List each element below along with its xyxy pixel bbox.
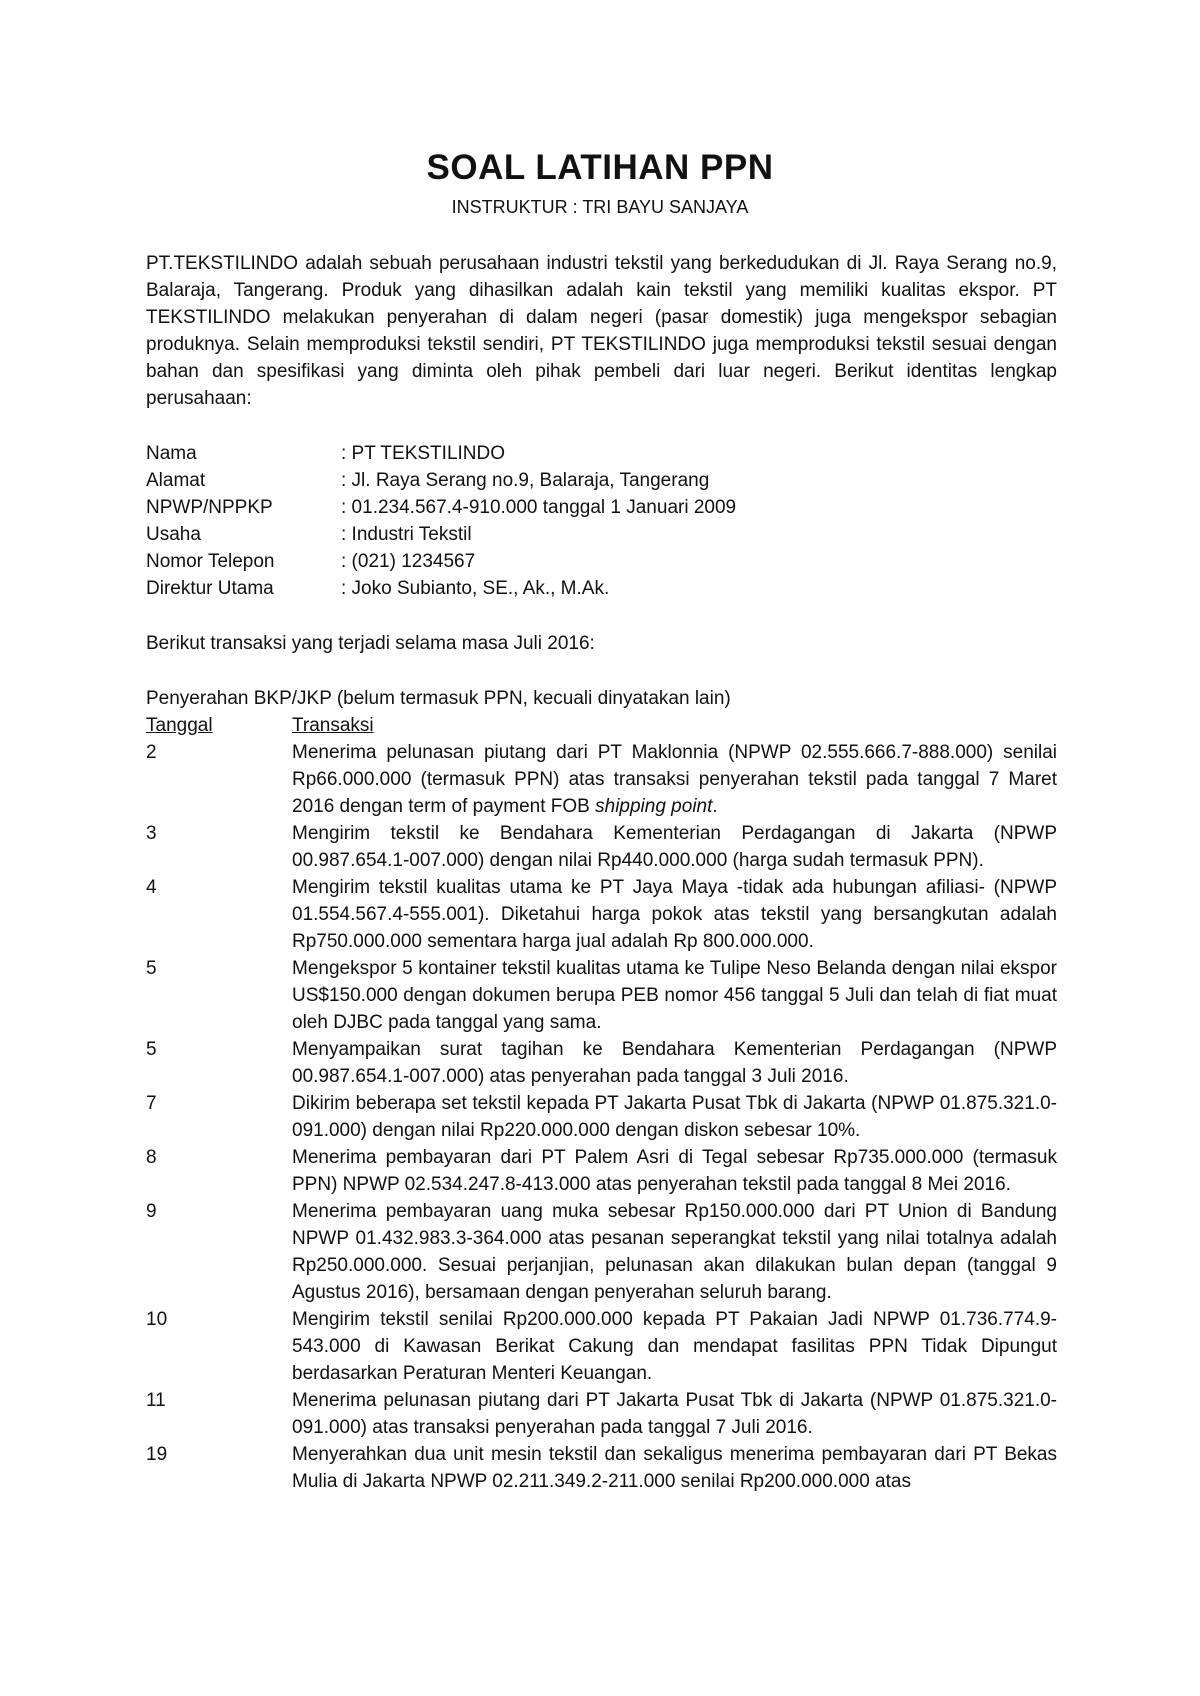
identity-label: Alamat [146,470,206,491]
transaction-row [146,1090,1057,1144]
transaction-text [292,955,1057,1036]
date-column-header: Tanggal [146,715,213,736]
transaction-row [146,955,1057,1036]
transaction-description: Menerima pelunasan piutang dari PT Maklonnia (NPWP 02.555.666.7-888.000) senilai Rp66.000.000 (termasuk PPN) atas transaksi penyerahan tekstil pada tanggal 7 Maret 2016 dengan term of payment FOB [292,742,1057,817]
transaction-date: 11 [146,1390,166,1411]
section-title: Penyerahan BKP/JKP (belum termasuk PPN, kecuali dinyatakan lain) [146,688,731,709]
transaction-text [292,1036,1057,1090]
identity-value: : (021) 1234567 [341,551,476,572]
identity-value: : Industri Tekstil [341,524,472,545]
transaction-description: Mengirim tekstil ke Bendahara Kementerian Perdagangan di Jakarta (NPWP 00.987.654.1-007.000) dengan nilai Rp440.000.000 (harga sudah termasuk PPN). [292,823,1057,871]
transaction-row [146,820,1057,874]
identity-value: : 01.234.567.4-910.000 tanggal 1 Januari 2009 [341,497,737,518]
identity-row [146,575,1057,602]
transaction-description: Menyampaikan surat tagihan ke Bendahara Kementerian Perdagangan (NPWP 00.987.654.1-007.000) atas penyerahan pada tanggal 3 Juli 2016. [292,1039,1057,1087]
transaction-description: Mengekspor 5 kontainer tekstil kualitas utama ke Tulipe Neso Belanda dengan nilai ekspor US$150.000 dengan dokumen berupa PEB nomor 456 tanggal 5 Juli dan telah di fiat muat oleh DJBC pada tanggal yang sama. [292,958,1057,1033]
transaction-date: 5 [146,958,157,979]
transaction-column-header: Transaksi [292,715,374,736]
transaction-date: 7 [146,1093,157,1114]
transaction-row [146,739,1057,820]
transactions-intro: Berikut transaksi yang terjadi selama masa Juli 2016: [146,633,595,654]
transaction-description: Menyerahkan dua unit mesin tekstil dan sekaligus menerima pembayaran dari PT Bekas Mulia di Jakarta NPWP 02.211.349.2-211.000 senilai Rp200.000.000 atas [292,1444,1057,1492]
transaction-description: Dikirim beberapa set tekstil kepada PT Jakarta Pusat Tbk di Jakarta (NPWP 01.875.321.0-091.000) dengan nilai Rp220.000.000 dengan diskon sebesar 10%. [292,1093,1057,1141]
identity-value: : Joko Subianto, SE., Ak., M.Ak. [341,578,610,599]
transaction-text [292,1306,1057,1387]
identity-value: : PT TEKSTILINDO [341,443,506,464]
transaction-date: 19 [146,1444,168,1465]
transaction-row [146,1198,1057,1306]
transaction-description: Menerima pembayaran dari PT Palem Asri di Tegal sebesar Rp735.000.000 (termasuk PPN) NPWP 02.534.247.8-413.000 atas penyerahan tekstil pada tanggal 8 Mei 2016. [292,1147,1057,1195]
intro-paragraph: PT.TEKSTILINDO adalah sebuah perusahaan industri tekstil yang berkedudukan di Jl. Raya Serang no.9, Balaraja, Tangerang. Produk yang dihasilkan adalah kain tekstil yang memiliki kualitas ekspor. PT TEKSTILINDO melakukan penyerahan di dalam negeri (pasar domestik) juga mengekspor sebagian produknya. Selain memproduksi tekstil sendiri, PT TEKSTILINDO juga memproduksi tekstil sesuai dengan bahan dan spesifikasi yang diminta oleh pihak pembeli dari luar negeri. Berikut identitas lengkap perusahaan: [146,253,1057,409]
transaction-row [146,1441,1057,1495]
identity-row [146,521,1057,548]
identity-label: Direktur Utama [146,578,274,599]
transaction-date: 9 [146,1201,157,1222]
instructor-line: INSTRUKTUR : TRI BAYU SANJAYA [451,197,749,217]
transaction-date: 4 [146,877,157,898]
transaction-text [292,1387,1057,1441]
identity-label: Nama [146,443,197,464]
identity-label: Nomor Telepon [146,551,275,572]
transaction-date: 3 [146,823,157,844]
transaction-row [146,1144,1057,1198]
company-identity [146,440,1057,602]
transaction-date: 10 [146,1309,168,1330]
transaction-date: 8 [146,1147,157,1168]
transaction-description: Menerima pembayaran uang muka sebesar Rp150.000.000 dari PT Union di Bandung NPWP 01.432.983.3-364.000 atas pesanan seperangkat tekstil yang nilai totalnya adalah Rp250.000.000. Sesuai perjanjian, pelunasan akan dilakukan bulan depan (tanggal 9 Agustus 2016), bersamaan dengan penyerahan seluruh barang. [292,1201,1057,1303]
transaction-emphasis: shipping point [595,796,713,817]
transaction-text [292,1144,1057,1198]
transaction-date: 2 [146,742,157,763]
transaction-list [146,739,1057,1495]
transaction-text [292,820,1057,874]
transaction-text [292,1198,1057,1306]
transaction-text [292,1441,1057,1495]
transaction-row [146,1306,1057,1387]
transaction-row [146,874,1057,955]
identity-label: NPWP/NPPKP [146,497,273,518]
identity-row [146,440,1057,467]
transaction-date: 5 [146,1039,157,1060]
transaction-text [292,1090,1057,1144]
transaction-description: Menerima pelunasan piutang dari PT Jakarta Pusat Tbk di Jakarta (NPWP 01.875.321.0-091.000) atas transaksi penyerahan pada tanggal 7 Juli 2016. [292,1390,1057,1438]
transaction-text [292,739,1057,820]
document-title: SOAL LATIHAN PPN [426,148,774,187]
identity-value: : Jl. Raya Serang no.9, Balaraja, Tangerang [341,470,710,491]
transaction-description: Mengirim tekstil senilai Rp200.000.000 kepada PT Pakaian Jadi NPWP 01.736.774.9-543.000 di Kawasan Berikat Cakung dan mendapat fasilitas PPN Tidak Dipungut berdasarkan Peraturan Menteri Keuangan. [292,1309,1057,1384]
transaction-row [146,1036,1057,1090]
identity-row [146,494,1057,521]
table-header [146,712,1057,739]
transaction-text [292,874,1057,955]
transaction-description: Mengirim tekstil kualitas utama ke PT Jaya Maya -tidak ada hubungan afiliasi- (NPWP 01.554.567.4-555.001). Diketahui harga pokok atas tekstil yang bersangkutan adalah Rp750.000.000 sementara harga jual adalah Rp 800.000.000. [292,877,1057,952]
identity-row [146,548,1057,575]
transaction-row [146,1387,1057,1441]
transaction-tail: . [712,796,718,817]
identity-label: Usaha [146,524,201,545]
identity-row [146,467,1057,494]
